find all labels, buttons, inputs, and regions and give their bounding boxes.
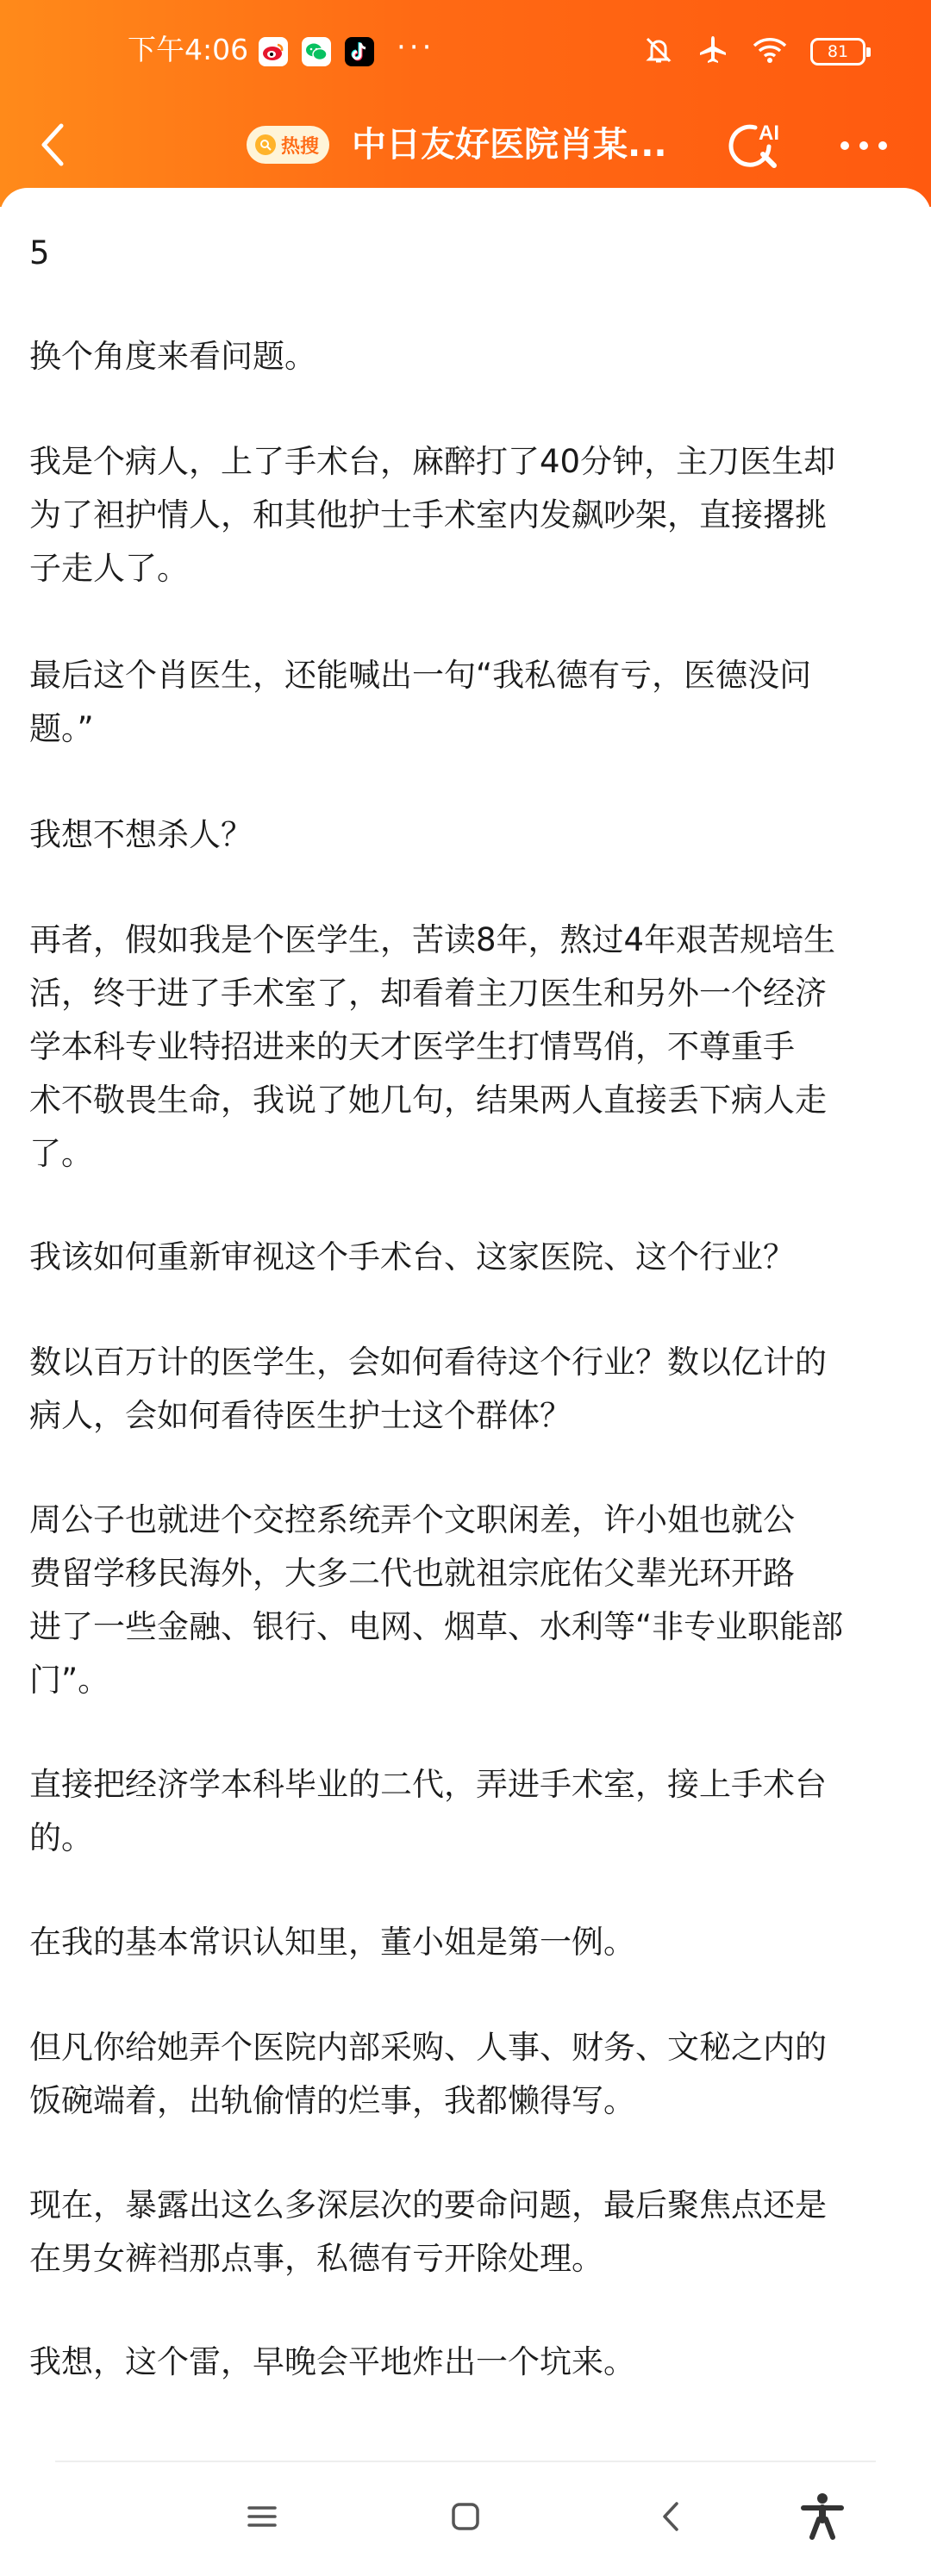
accessibility-button[interactable] xyxy=(788,2482,857,2551)
article-paragraph: 换个角度来看问题。 xyxy=(29,338,316,375)
more-button[interactable] xyxy=(829,115,898,176)
status-app-icons xyxy=(259,34,374,69)
status-more-dots: ··· xyxy=(397,30,435,65)
menu-button[interactable] xyxy=(228,2482,297,2551)
status-time: 下午4:06 xyxy=(128,33,249,66)
system-back-button[interactable] xyxy=(636,2482,705,2551)
weibo-icon xyxy=(259,37,288,66)
article-paragraph: 数以百万计的医学生，会如何看待这个行业？数以亿计的 病人，会如何看待医生护士这个群体？ xyxy=(29,1344,827,1434)
home-icon xyxy=(450,2501,481,2532)
bottom-divider xyxy=(55,2461,876,2462)
more-icon xyxy=(840,141,849,150)
back-button[interactable] xyxy=(22,110,83,179)
tiktok-icon xyxy=(345,37,374,66)
home-button[interactable] xyxy=(431,2482,500,2551)
wechat-icon xyxy=(302,37,331,66)
article-paragraph: 在我的基本常识认知里，董小姐是第一例。 xyxy=(29,1924,635,1961)
ai-search-button[interactable] xyxy=(721,109,790,178)
status-bar xyxy=(0,0,931,103)
airplane-icon xyxy=(697,34,729,70)
back-icon xyxy=(35,121,70,169)
svg-text:AI: AI xyxy=(759,122,779,145)
back-icon xyxy=(658,2500,684,2533)
article-paragraph: 直接把经济学本科毕业的二代，弄进手术室，接上手术台 的。 xyxy=(29,1766,827,1856)
mute-icon xyxy=(643,34,674,69)
article-paragraph: 5 xyxy=(29,234,50,271)
wifi-icon xyxy=(752,35,788,68)
hot-search-label: 热搜 xyxy=(281,135,320,158)
article-paragraph: 周公子也就进个交控系统弄个文职闲差，许小姐也就公 费留学移民海外，大多二代也就祖宗庇佑父辈光环开路 进了一些金融、银行、电网、烟草、水利等“非专业职能部 门”。 xyxy=(29,1501,844,1699)
article-paragraph: 我想不想杀人？ xyxy=(29,816,253,853)
article-paragraph: 最后这个肖医生，还能喊出一句“我私德有亏，医德没问 题。” xyxy=(29,657,812,747)
top-nav-bar xyxy=(0,103,931,186)
article-paragraph: 再者，假如我是个医学生，苦读8年，熬过4年艰苦规培生 活，终于进了手术室了，却看着主刀医生和另外一个经济 学本科专业特招进来的天才医学生打情骂俏，不尊重手 术不敬畏生命，我说了她几句，结果两人直接丢下病人走 了。 xyxy=(29,921,836,1172)
article-paragraph: 现在，暴露出这么多深层次的要命问题，最后聚焦点还是 在男女裤裆那点事，私德有亏开除处理。 xyxy=(29,2186,827,2277)
hot-search-icon xyxy=(255,134,276,155)
menu-icon xyxy=(247,2504,278,2529)
page-title: 中日友好医院肖某... xyxy=(352,125,667,165)
battery-level: 81 xyxy=(827,42,849,61)
status-system-icons xyxy=(643,33,865,71)
accessibility-icon xyxy=(800,2492,845,2541)
article-paragraph: 我想，这个雷，早晚会平地炸出一个坑来。 xyxy=(29,2343,635,2380)
article-card xyxy=(0,188,931,2576)
system-nav-bar xyxy=(0,2473,931,2568)
article-paragraph: 我该如何重新审视这个手术台、这家医院、这个行业？ xyxy=(29,1238,795,1276)
article-paragraph: 但凡你给她弄个医院内部采购、人事、财务、文秘之内的 饭碗端着，出轨偷情的烂事，我都懒得写。 xyxy=(29,2029,827,2119)
hot-search-badge[interactable] xyxy=(247,126,329,164)
battery-icon xyxy=(810,38,865,65)
ai-search-icon xyxy=(721,109,790,178)
article-paragraph: 我是个病人，上了手术台，麻醉打了40分钟，主刀医生却 为了袒护情人，和其他护士手术室内发飙吵架，直接撂挑 子走人了。 xyxy=(29,443,836,587)
